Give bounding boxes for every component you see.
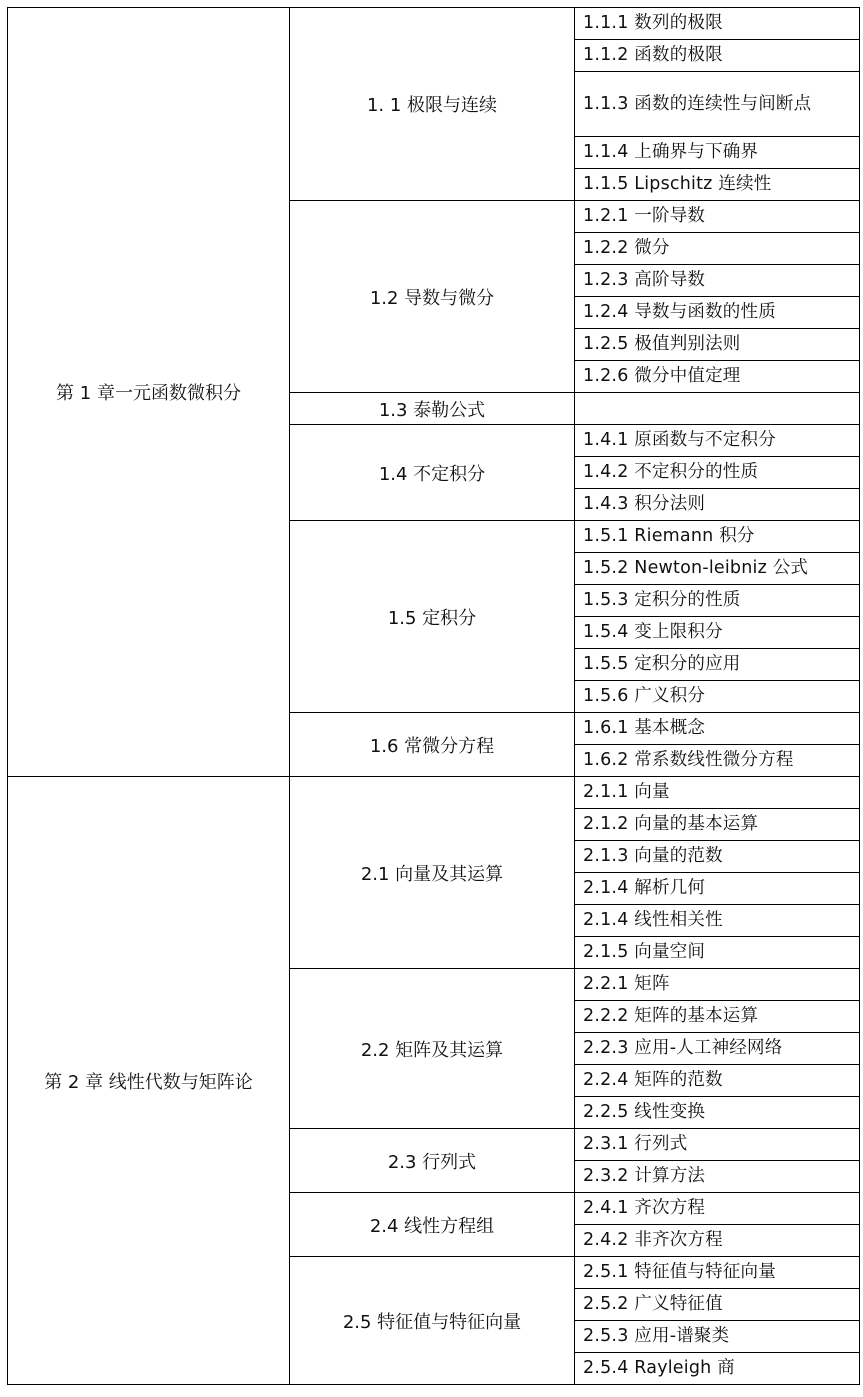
subsection-item: 1.2.6 微分中值定理 bbox=[575, 361, 860, 393]
table-row bbox=[8, 777, 860, 809]
subsection-item: 2.5.1 特征值与特征向量 bbox=[575, 1257, 860, 1289]
subsection-item: 1.1.2 函数的极限 bbox=[575, 40, 860, 72]
subsection-item: 2.3.1 行列式 bbox=[575, 1129, 860, 1161]
subsection-item: 1.6.1 基本概念 bbox=[575, 713, 860, 745]
subsection-item: 2.2.2 矩阵的基本运算 bbox=[575, 1001, 860, 1033]
section-title: 2.2 矩阵及其运算 bbox=[290, 969, 575, 1129]
section-title: 1.6 常微分方程 bbox=[290, 713, 575, 777]
subsection-item: 2.2.4 矩阵的范数 bbox=[575, 1065, 860, 1097]
subsection-item: 1.4.2 不定积分的性质 bbox=[575, 457, 860, 489]
subsection-item: 1.2.5 极值判别法则 bbox=[575, 329, 860, 361]
section-title: 2.5 特征值与特征向量 bbox=[290, 1257, 575, 1385]
subsection-item: 1.2.2 微分 bbox=[575, 233, 860, 265]
subsection-item: 1.5.4 变上限积分 bbox=[575, 617, 860, 649]
section-title: 1.4 不定积分 bbox=[290, 425, 575, 521]
section-title: 2.1 向量及其运算 bbox=[290, 777, 575, 969]
subsection-item: 2.2.3 应用-人工神经网络 bbox=[575, 1033, 860, 1065]
subsection-item: 2.5.3 应用-谱聚类 bbox=[575, 1321, 860, 1353]
subsection-item: 1.5.3 定积分的性质 bbox=[575, 585, 860, 617]
subsection-item: 2.4.1 齐次方程 bbox=[575, 1193, 860, 1225]
chapter-title: 第 2 章 线性代数与矩阵论 bbox=[8, 777, 290, 1385]
subsection-item bbox=[575, 393, 860, 425]
subsection-item: 1.5.1 Riemann 积分 bbox=[575, 521, 860, 553]
subsection-item: 2.2.5 线性变换 bbox=[575, 1097, 860, 1129]
subsection-item: 1.1.3 函数的连续性与间断点 bbox=[575, 72, 860, 137]
toc-body bbox=[8, 8, 860, 1385]
subsection-item: 1.1.4 上确界与下确界 bbox=[575, 137, 860, 169]
toc-table bbox=[7, 7, 860, 1385]
subsection-item: 1.1.1 数列的极限 bbox=[575, 8, 860, 40]
subsection-item: 2.1.4 解析几何 bbox=[575, 873, 860, 905]
section-title: 2.4 线性方程组 bbox=[290, 1193, 575, 1257]
subsection-item: 2.2.1 矩阵 bbox=[575, 969, 860, 1001]
section-title: 1. 1 极限与连续 bbox=[290, 8, 575, 201]
section-title: 1.5 定积分 bbox=[290, 521, 575, 713]
subsection-item: 1.5.5 定积分的应用 bbox=[575, 649, 860, 681]
subsection-item: 2.3.2 计算方法 bbox=[575, 1161, 860, 1193]
subsection-item: 1.5.2 Newton-leibniz 公式 bbox=[575, 553, 860, 585]
subsection-item: 1.1.5 Lipschitz 连续性 bbox=[575, 169, 860, 201]
chapter-title: 第 1 章一元函数微积分 bbox=[8, 8, 290, 777]
subsection-item: 1.2.4 导数与函数的性质 bbox=[575, 297, 860, 329]
subsection-item: 2.5.2 广义特征值 bbox=[575, 1289, 860, 1321]
subsection-item: 2.1.1 向量 bbox=[575, 777, 860, 809]
subsection-item: 2.1.5 向量空间 bbox=[575, 937, 860, 969]
subsection-item: 1.2.3 高阶导数 bbox=[575, 265, 860, 297]
table-row bbox=[8, 8, 860, 40]
subsection-item: 1.5.6 广义积分 bbox=[575, 681, 860, 713]
section-title: 1.3 泰勒公式 bbox=[290, 393, 575, 425]
section-title: 2.3 行列式 bbox=[290, 1129, 575, 1193]
subsection-item: 2.4.2 非齐次方程 bbox=[575, 1225, 860, 1257]
subsection-item: 2.5.4 Rayleigh 商 bbox=[575, 1353, 860, 1385]
subsection-item: 1.2.1 一阶导数 bbox=[575, 201, 860, 233]
subsection-item: 2.1.3 向量的范数 bbox=[575, 841, 860, 873]
subsection-item: 2.1.2 向量的基本运算 bbox=[575, 809, 860, 841]
section-title: 1.2 导数与微分 bbox=[290, 201, 575, 393]
subsection-item: 1.6.2 常系数线性微分方程 bbox=[575, 745, 860, 777]
subsection-item: 1.4.1 原函数与不定积分 bbox=[575, 425, 860, 457]
subsection-item: 1.4.3 积分法则 bbox=[575, 489, 860, 521]
subsection-item: 2.1.4 线性相关性 bbox=[575, 905, 860, 937]
